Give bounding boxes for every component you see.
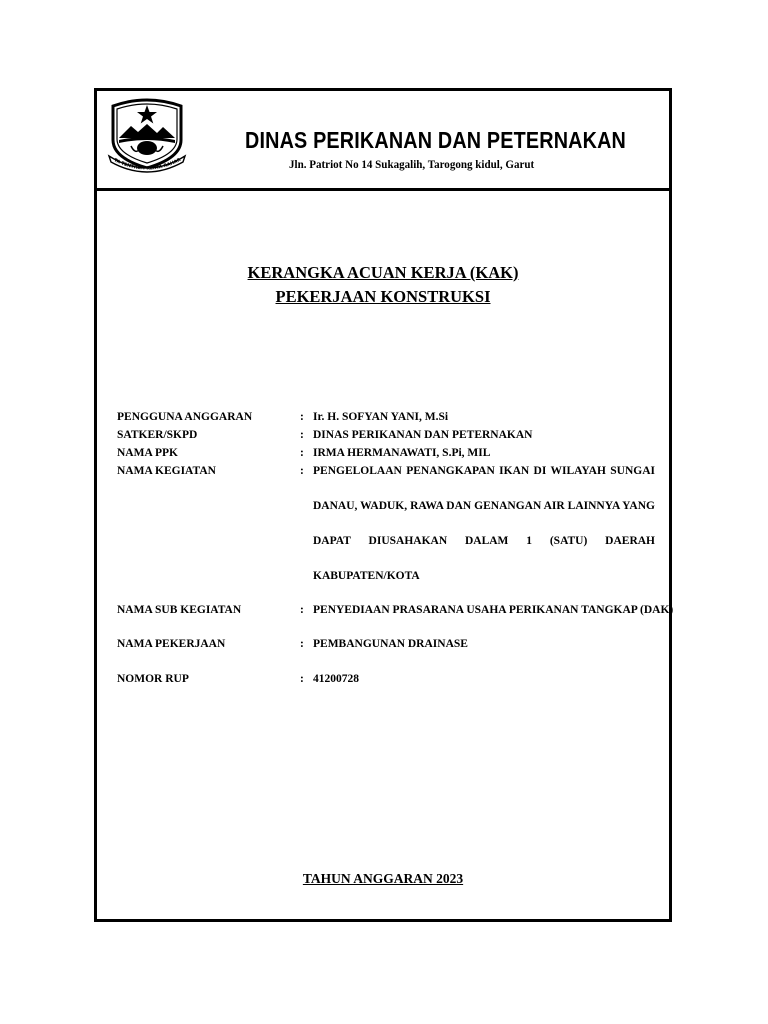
field-label: NAMA SUB KEGIATAN: [117, 604, 242, 616]
field-value: [313, 465, 655, 605]
field-label: SATKER/SKPD: [117, 429, 198, 441]
logo-motto: TA TENTREM KERTA RAHAR: [112, 157, 182, 172]
field-value: IRMA HERMANAWATI, S.Pi, MIL: [313, 447, 491, 459]
field-label: NAMA PPK: [117, 447, 179, 459]
field-separator: :: [300, 673, 304, 685]
kegiatan-line: DAPAT DIUSAHAKAN DALAM 1 (SATU) DAERAH: [313, 535, 655, 547]
field-value: DINAS PERIKANAN DAN PETERNAKAN: [313, 429, 533, 441]
field-separator: :: [300, 465, 304, 477]
field-value: PENYEDIAAN PRASARANA USAHA PERIKANAN TANGKAP (DAK): [313, 604, 674, 616]
letterhead: [97, 91, 669, 191]
field-label: NOMOR RUP: [117, 673, 189, 685]
garut-regency-seal-icon: [105, 96, 189, 178]
field-separator: :: [300, 447, 304, 459]
field-label: NAMA PEKERJAAN: [117, 638, 226, 650]
field-label: NAMA KEGIATAN: [117, 465, 216, 477]
agency-name: DINAS PERIKANAN DAN PETERNAKAN: [245, 127, 627, 153]
field-separator: :: [300, 429, 304, 441]
field-separator: :: [300, 604, 304, 616]
kegiatan-line: KABUPATEN/KOTA: [313, 570, 420, 582]
fiscal-year: TAHUN ANGGARAN 2023: [302, 871, 464, 886]
field-label: PENGGUNA ANGGARAN: [117, 411, 253, 423]
field-value: PEMBANGUNAN DRAINASE: [313, 638, 468, 650]
field-value: 41200728: [313, 673, 359, 685]
field-separator: :: [300, 411, 304, 423]
kegiatan-line: PENGELOLAAN PENANGKAPAN IKAN DI WILAYAH SUNGAI: [313, 465, 655, 477]
field-value: Ir. H. SOFYAN YANI, M.Si: [313, 411, 449, 423]
kegiatan-line: DANAU, WADUK, RAWA DAN GENANGAN AIR LAINNYA YANG: [313, 500, 655, 512]
field-separator: :: [300, 638, 304, 650]
agency-address: Jln. Patriot No 14 Sukagalih, Tarogong kidul, Garut: [289, 157, 535, 171]
document-subtitle: PEKERJAAN KONSTRUKSI: [275, 287, 491, 306]
document-title: KERANGKA ACUAN KERJA (KAK): [247, 263, 519, 282]
document-frame: [94, 88, 672, 922]
